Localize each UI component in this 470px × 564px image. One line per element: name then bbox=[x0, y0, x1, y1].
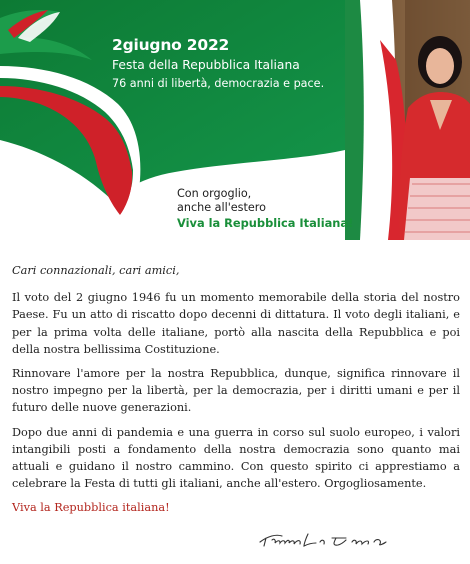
signature-image bbox=[258, 526, 408, 550]
banner-line-orgoglio: Con orgoglio, bbox=[177, 187, 252, 200]
banner-title: Festa della Repubblica Italiana bbox=[112, 58, 300, 72]
letter-body bbox=[12, 262, 460, 524]
banner-line-estero: anche all'estero bbox=[177, 201, 266, 214]
letter-paragraph-1: Il voto del 2 giugno 1946 fu un momento memorabile della storia del nostro Paese. Fu un atto di riscatto dopo decenni di dittatura. Il voto degli italiani, e per la prima volta delle italiane, portò alla nascita della Repubblica e poi della nostra bellissima Costituzione. bbox=[12, 291, 460, 356]
letter-closing: Viva la Repubblica italiana! bbox=[12, 501, 170, 515]
letter-paragraph-3: Dopo due anni di pandemia e una guerra in corso sul suolo europeo, i valori intangibili posti a fondamento della nostra democrazia sono quanto mai attuali e guidano il nostro cammino. Con questo spirito ci apprestiamo a celebrare la Festa di tutti gli italiani, anche all'estero. Orgogliosamente. bbox=[12, 425, 460, 491]
skirt bbox=[404, 178, 470, 240]
banner-subtitle: 76 anni di libertà, democrazia e pace. bbox=[112, 77, 325, 90]
face bbox=[426, 48, 454, 84]
letter-greeting: Cari connazionali, cari amici, bbox=[12, 264, 180, 277]
banner-line-viva: Viva la Repubblica Italiana! bbox=[177, 216, 354, 230]
banner bbox=[0, 0, 470, 240]
letter-paragraph-2: Rinnovare l'amore per la nostra Repubblica, dunque, significa rinnovare il nostro impegno per la libertà, per la democrazia, per i diritti umani e per il futuro delle nuove generazioni. bbox=[12, 367, 460, 415]
banner-date: 2giugno 2022 bbox=[112, 36, 230, 54]
